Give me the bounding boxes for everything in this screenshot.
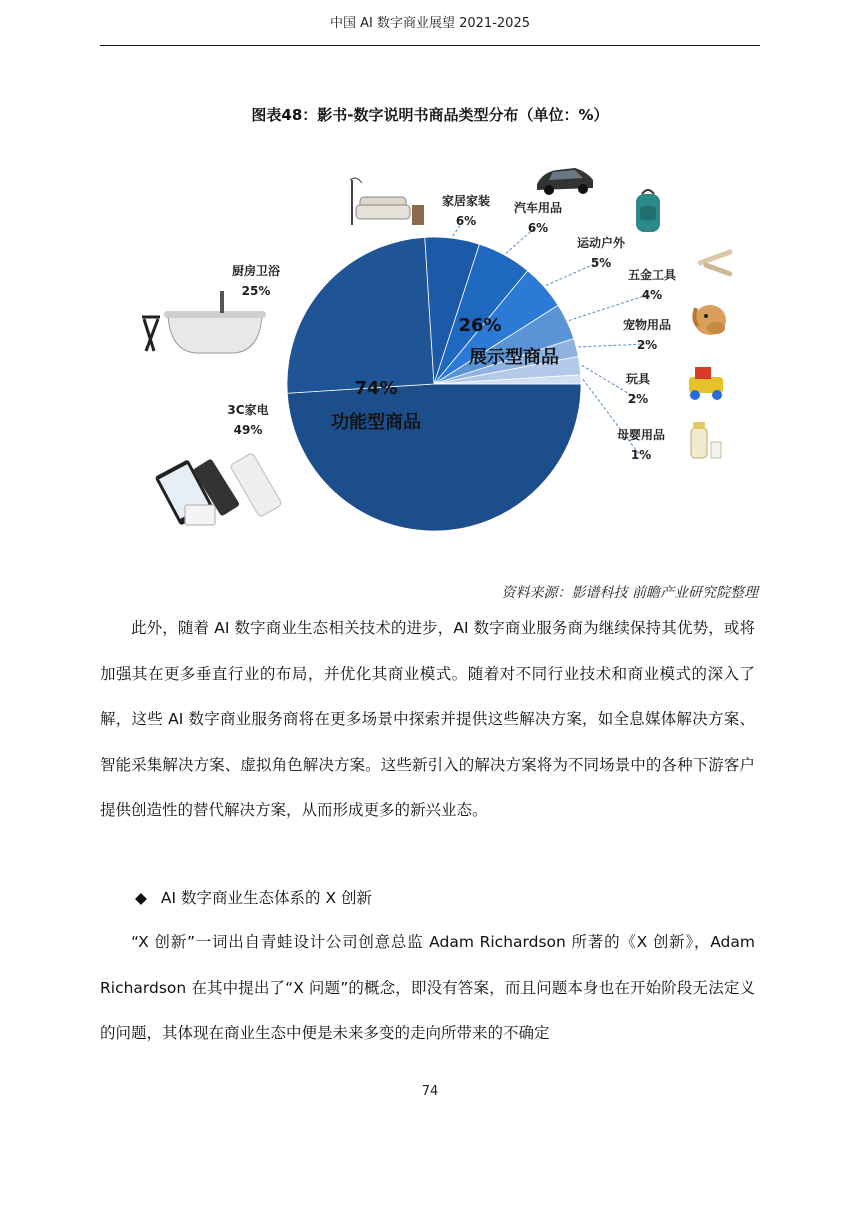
- slice-label-value: 2%: [636, 338, 658, 352]
- chart-title: 图表48：影书-数字说明书商品类型分布（单位：%）: [251, 106, 609, 124]
- electronics-icon: [155, 453, 283, 526]
- slice-label-value: 4%: [641, 288, 663, 302]
- slice-label-value: 6%: [527, 221, 549, 235]
- bullet-diamond-icon: ◆: [135, 889, 147, 907]
- pie-slice-1: [287, 384, 581, 531]
- group-value-label: 26%: [458, 315, 502, 336]
- slice-label-name: 运动户外: [576, 236, 626, 250]
- baby-bottle-icon: [691, 422, 721, 458]
- slice-label-value: 49%: [233, 423, 263, 437]
- dog-icon: [694, 305, 726, 335]
- slice-label-name: 汽车用品: [513, 201, 563, 215]
- slice-label-name: 家居家装: [441, 194, 491, 208]
- slice-label-name: 3C家电: [227, 403, 269, 417]
- sofa-icon: [350, 178, 424, 225]
- leader-line-9: [583, 379, 639, 454]
- body-paragraph: “X 创新”一词出自青蛙设计公司创意总监 Adam Richardson 所著的《X 创新》，Adam Richardson 在其中提出了“X 问题”的概念，即没有答案，而且问题本身也在开始阶段无法定义的问题，其体现在商业生态中便是未来多变的走向所带来的不确定: [100, 933, 755, 1042]
- slice-label-name: 厨房卫浴: [231, 264, 281, 278]
- source-note: 资料来源：影谱科技 前瞻产业研究院整理: [501, 585, 758, 601]
- bathtub-icon: [142, 291, 266, 353]
- toy-icon: [689, 367, 723, 400]
- backpack-icon: [636, 190, 660, 232]
- slice-label-name: 母婴用品: [616, 428, 666, 442]
- pie-slice-2: [287, 237, 434, 393]
- slice-label-value: 1%: [630, 448, 652, 462]
- bullet-text: AI 数字商业生态体系的 X 创新: [160, 889, 372, 907]
- page-header: 中国 AI 数字商业展望 2021-2025: [330, 16, 530, 31]
- pie-chart: [130, 150, 750, 560]
- pie-slices: [287, 237, 581, 531]
- page-number: 74: [421, 1084, 439, 1099]
- leader-line-6: [569, 294, 650, 321]
- slice-label-value: 25%: [241, 284, 271, 298]
- body-paragraph: 此外，随着 AI 数字商业生态相关技术的进步，AI 数字商业服务商为继续保持其优势，或将加强其在更多垂直行业的布局，并优化其商业模式。随着对不同行业技术和商业模式的深入了解，这些 AI 数字商业服务商将在更多场景中探索并提供这些解决方案，如全息媒体解决方案、智能采集解决方案、虚拟角色解决方案。这些新引入的解决方案将为不同场景中的各种下游客户提供创造性的替代解决方案，从而形成更多的新兴业态。: [100, 619, 755, 819]
- header-rule: [100, 45, 760, 46]
- group-name-label: 功能型商品: [331, 412, 421, 433]
- tools-icon: [697, 249, 733, 277]
- slice-label-name: 玩具: [625, 372, 651, 386]
- slice-label-value: 2%: [627, 392, 649, 406]
- group-name-label: 展示型商品: [469, 347, 559, 368]
- car-icon: [537, 168, 593, 195]
- leader-line-7: [578, 344, 645, 347]
- slice-label-name: 五金工具: [627, 268, 677, 282]
- section-bullet: [135, 876, 372, 921]
- slice-label-value: 6%: [455, 214, 477, 228]
- slice-label-value: 5%: [590, 256, 612, 270]
- group-value-label: 74%: [354, 378, 398, 399]
- slice-label-name: 宠物用品: [622, 318, 672, 332]
